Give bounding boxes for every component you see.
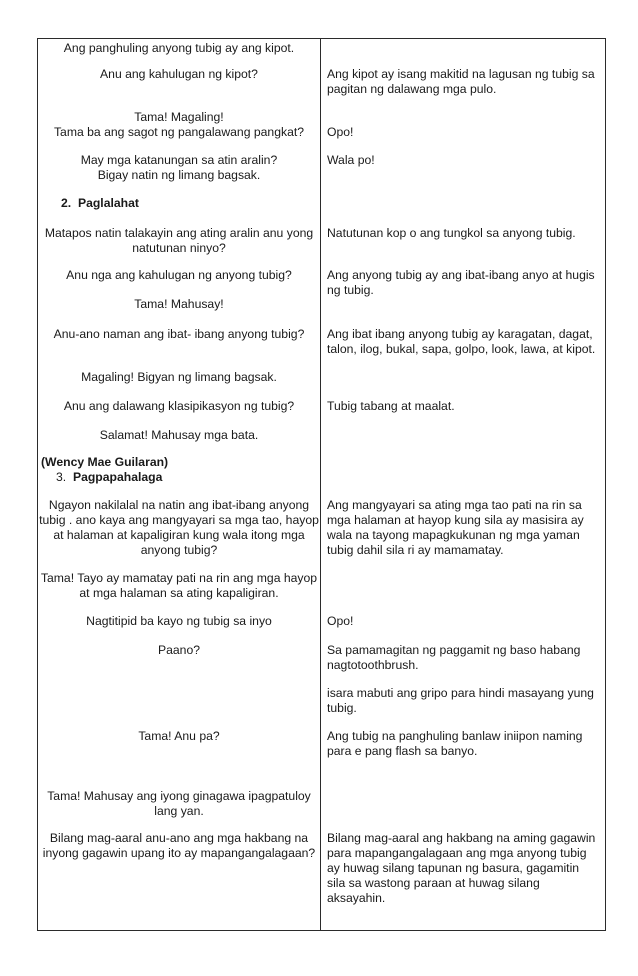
teacher-line: Paano? xyxy=(157,643,201,657)
student-line: Ang mangyayari sa ating mga tao pati na rin sa mga halaman at hayop kung sila ay masisira ay wala na tayong mapagkukunan ng mga yaman tubig dahil sila ri ay mamamatay. xyxy=(327,498,584,557)
author-name: (Wency Mae Guilaran) xyxy=(41,455,169,469)
column-divider xyxy=(320,39,321,930)
student-line: Ang ibat ibang anyong tubig ay karagatan, dagat, talon, ilog, bukal, sapa, golpo, look, lawa, at kipot. xyxy=(327,327,596,356)
student-line: Opo! xyxy=(327,125,354,139)
section-number: 2. xyxy=(61,196,72,210)
student-line: Ang tubig na panghuling banlaw iniipon naming para e pang flash sa banyo. xyxy=(327,729,583,758)
student-line: Bilang mag-aaral ang hakbang na aming gagawin para mapangangalagaan ang mga anyong tubig ay huwag silang tapunan ng basura, gagamitin sila sa wastong paraan at huwag silang aksayahin. xyxy=(327,831,596,905)
teacher-line: Tama! Mahusay! xyxy=(134,297,224,311)
teacher-line: Anu-ano naman ang ibat- ibang anyong tubig? xyxy=(53,327,305,341)
teacher-line: Tama! Mahusay ang iyong ginagawa ipagpatuloy lang yan. xyxy=(47,789,311,818)
teacher-line: Bilang mag-aaral anu-ano ang mga hakbang na inyong gagawin upang ito ay mapangangalagaan? xyxy=(42,831,316,860)
teacher-line: Anu nga ang kahulugan ng anyong tubig? xyxy=(66,268,292,282)
teacher-line: Ngayon nakilalal na natin ang ibat-ibang anyong tubig . ano kaya ang mangyayari sa mga tao, hayop at halaman at kapaligiran kung wala itong mga anyong tubig? xyxy=(39,498,319,557)
student-line: Ang kipot ay isang makitid na lagusan ng tubig sa pagitan ng dalawang mga pulo. xyxy=(327,67,595,96)
teacher-line: Matapos natin talakayin ang ating aralin anu yong natutunan ninyo? xyxy=(44,226,314,255)
teacher-line: Anu ang kahulugan ng kipot? xyxy=(100,67,258,81)
student-line: Ang anyong tubig ay ang ibat-ibang anyo at hugis ng tubig. xyxy=(327,268,595,297)
section-title: Pagpapahalaga xyxy=(72,470,163,484)
section-title: Paglalahat xyxy=(77,196,139,210)
student-line: isara mabuti ang gripo para hindi masayang yung tubig. xyxy=(327,686,594,715)
student-line: Sa pamamagitan ng paggamit ng baso habang nagtotoothbrush. xyxy=(327,643,581,672)
student-line: Tubig tabang at maalat. xyxy=(327,399,455,413)
teacher-line: Anu ang dalawang klasipikasyon ng tubig? xyxy=(63,399,295,413)
teacher-line: Tama! Magaling! Tama ba ang sagot ng pangalawang pangkat? xyxy=(53,110,305,139)
section-heading-paglalahat xyxy=(61,196,139,211)
teacher-line: Salamat! Mahusay mga bata. xyxy=(99,428,259,442)
teacher-line: Tama! Tayo ay mamatay pati na rin ang mga hayop at mga halaman sa ating kapaligiran. xyxy=(40,571,318,600)
student-line: Natutunan kop o ang tungkol sa anyong tubig. xyxy=(327,226,576,240)
student-line: Wala po! xyxy=(327,153,375,167)
teacher-line: May mga katanungan sa atin aralin? Bigay natin ng limang bagsak. xyxy=(80,153,278,182)
student-line: Opo! xyxy=(327,614,354,628)
lesson-table xyxy=(37,38,606,931)
teacher-line: Ang panghuling anyong tubig ay ang kipot. xyxy=(63,41,295,55)
section-heading-pagpapahalaga xyxy=(56,470,162,485)
teacher-line: Nagtitipid ba kayo ng tubig sa inyo xyxy=(86,614,272,628)
teacher-line: Magaling! Bigyan ng limang bagsak. xyxy=(81,370,277,384)
teacher-line: Tama! Anu pa? xyxy=(138,729,220,743)
section-number: 3. xyxy=(56,470,67,484)
